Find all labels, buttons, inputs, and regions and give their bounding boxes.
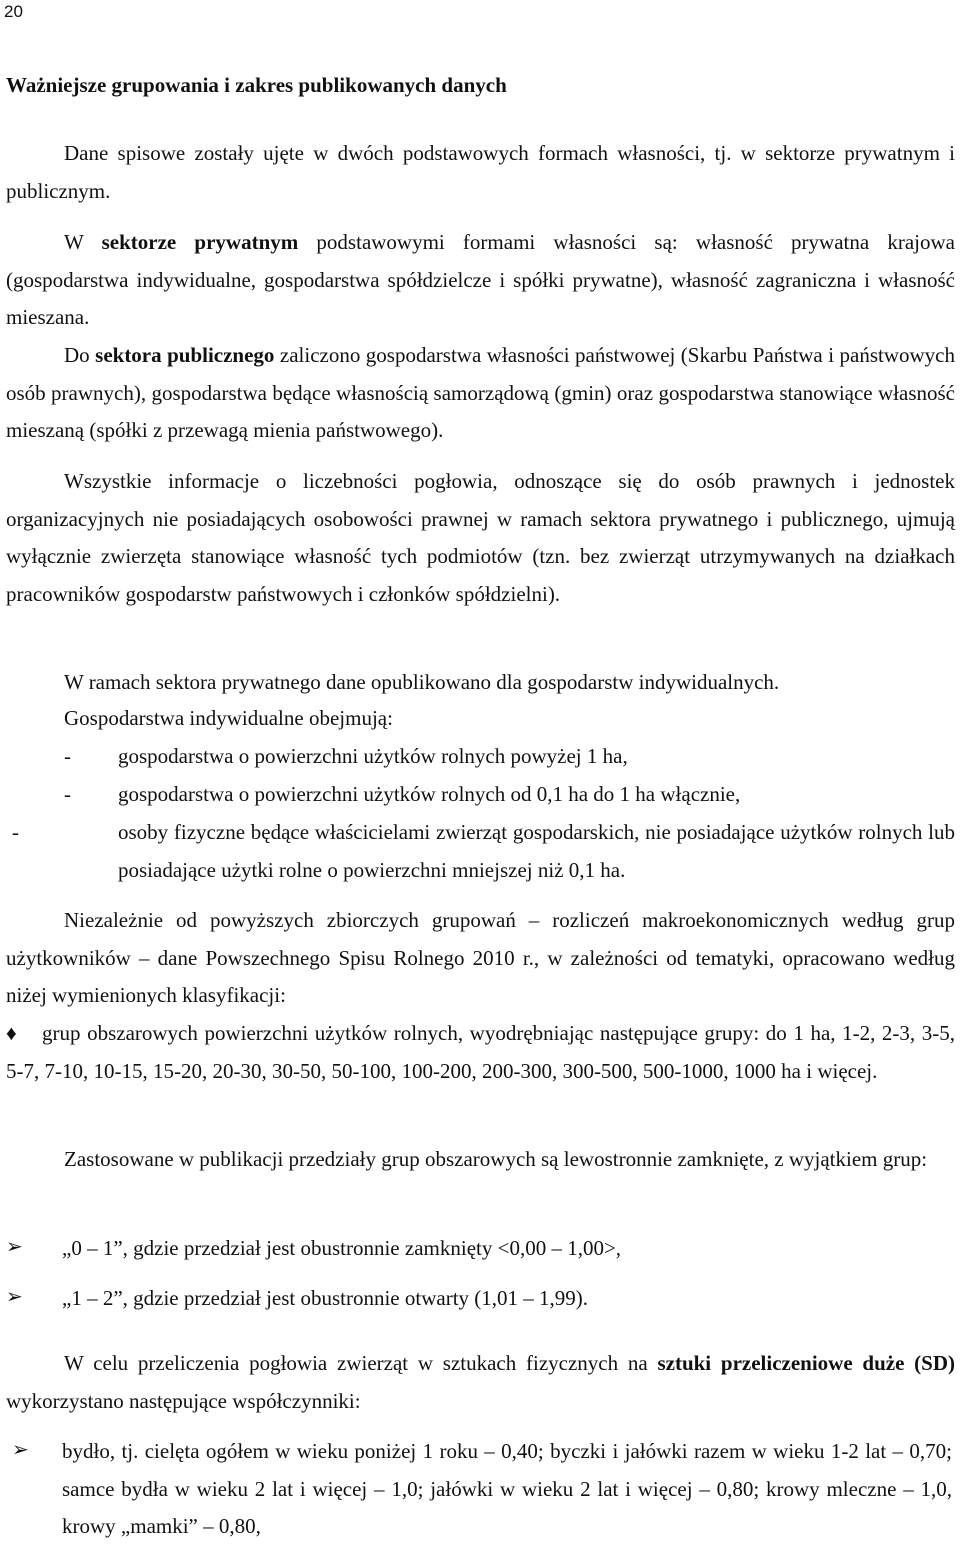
term-livestock-units: sztuki przeliczeniowe duże (SD): [657, 1351, 955, 1375]
paragraph-interval-groups: Zastosowane w publikacji przedziały grup obszarowych są lewostronnie zamknięte, z wyjątkiem grup:: [64, 1147, 928, 1171]
arrow-bullet-icon: ➢: [6, 1286, 23, 1308]
term-public-sector: sektora publicznego: [95, 343, 275, 367]
term-private-sector: sektorze prywatnym: [101, 230, 299, 254]
paragraph-classifications: Niezależnie od powyższych zbiorczych grupowań – rozliczeń makroekonomicznych według grup użytkowników – dane Powszechnego Spisu Rolnego 2010 r., w zależności od tematyki, opracowano według niżej wymienionych klasyfikacji:: [6, 908, 955, 1008]
paragraph-public-sector: Do sektora publicznego zaliczono gospodarstwa własności państwowej (Skarbu Państwa i państwowych osób prawnych), gospodarstwa będące własnością samorządową (gmin) oraz gospodarstwa stanowiące własność mieszaną (spółki z przewagą mienia państwowego).: [6, 343, 955, 443]
list-item-area-groups: ♦ grup obszarowych powierzchni użytków rolnych, wyodrębniając następujące grupy: do 1 ha, 1-2, 2-3, 3-5, 5-7, 7-10, 10-15, 15-20, 20-30, 30-50, 50-100, 100-200, 200-300, 300-500, 500-1000, 1000 ha i więcej.: [6, 1015, 955, 1090]
list-item: „1 – 2”, gdzie przedział jest obustronnie otwarty (1,01 – 1,99).: [62, 1286, 589, 1310]
paragraph-individual-farms: W ramach sektora prywatnego dane opublikowano dla gospodarstw indywidualnych.: [64, 670, 780, 694]
list-item: - osoby fizyczne będące właścicielami zwierząt gospodarskich, nie posiadające użytków rolnych lub posiadające użytki rolne o powierzchni mniejszej niż 0,1 ha.: [12, 820, 955, 882]
diamond-bullet-icon: ♦: [6, 1021, 17, 1045]
paragraph-forms-of-ownership: Dane spisowe zostały ujęte w dwóch podstawowych formach własności, tj. w sektorze prywatnym i publicznym.: [6, 141, 955, 203]
arrow-bullet-icon: ➢: [12, 1439, 29, 1461]
paragraph-individual-farms-include: Gospodarstwa indywidualne obejmują:: [64, 706, 393, 730]
list-item: „0 – 1”, gdzie przedział jest obustronnie zamknięty <0,00 – 1,00>,: [62, 1236, 622, 1260]
document-page: 20 Ważniejsze grupowania i zakres publikowanych danych Dane spisowe zostały ujęte w dwóch podstawowych formach własności, tj. w sektorze prywatnym i publicznym. W sektorze prywatnym podstawowymi formami własności są: własność prywatna krajowa (gospodarstwa indywidualne, gospodarstwa spółdzielcze i spółki prywatne), własność zagraniczna i własność mieszana. Do sektora publicznego zaliczono gospodarstwa własności państwowej (Skarbu Państwa i państwowych osób prawnych), gospodarstwa będące własnością samorządową (gmin) oraz gospodarstwa stanowiące własność mieszaną (spółki z przewagą mienia państwowego). Wszystkie informacje o liczebności pogłowia, odnoszące się do osób prawnych i jednostek organizacyjnych nie posiadających osobowości prawnej w ramach sektora prywatnego i publicznego, ujmują wyłącznie zwierzęta stanowiące własność tych podmiotów (tzn. bez zwierząt utrzymywanych na działkach pracowników gospodarstw państwowych i członków spółdzielni). W ramach sektora prywatnego dane opublikowano dla gospodarstw indywidualnych. Gospodarstwa indywidualne obejmują: - gospodarstwa o powierzchni użytków rolnych powyżej 1 ha, - gospodarstwa o powierzchni użytków rolnych od 0,1 ha do 1 ha włącznie, - osoby fizyczne będące właścicielami zwierząt gospodarskich, nie posiadające użytków rolnych lub posiadające użytki rolne o powierzchni mniejszej niż 0,1 ha. Niezależnie od powyższych zbiorczych grupowań – rozliczeń makroekonomicznych według grup użytkowników – dane Powszechnego Spisu Rolnego 2010 r., w zależności od tematyki, opracowano według niżej wymienionych klasyfikacji: ♦ grup obszarowych powierzchni użytków rolnych, wyodrębniając następujące grupy: do 1 ha, 1-2, 2-3, 3-5, 5-7, 7-10, 10-15, 15-20, 20-30, 30-50, 50-100, 100-200, 200-300, 300-500, 500-1000, 1000 ha i więcej. Zastosowane w publikacji przedziały grup obszarowych są lewostronnie zamknięte, z wyjątkiem grup: ➢ „0 – 1”, gdzie przedział jest obustronnie zamknięty <0,00 – 1,00>, ➢ „1 – 2”, gdzie przedział jest obustronnie otwarty (1,01 – 1,99). W celu przeliczenia pogłowia zwierząt w sztukach fizycznych na sztuki przeliczeniowe duże (SD) wykorzystano następujące współczynniki: ➢ bydło, tj. cielęta ogółem w wieku poniżej 1 roku – 0,40; byczki i jałówki razem w wieku 1-2 lat – 0,70; samce bydła w wieku 2 lat i więcej – 1,0; jałówki w wieku 2 lat i więcej – 0,80; krowy mleczne – 1,0, krowy „mamki” – 0,80,: [0, 0, 960, 1541]
page-number: 20: [4, 2, 23, 21]
list-item-cattle-coefficients: bydło, tj. cielęta ogółem w wieku poniżej 1 roku – 0,40; byczki i jałówki razem w wieku 1-2 lat – 0,70; samce bydła w wieku 2 lat i więcej – 1,0; jałówki w wieku 2 lat i więcej – 0,80; krowy mleczne – 1,0, krowy „mamki” – 0,80,: [62, 1439, 952, 1539]
paragraph-legal-entities: Wszystkie informacje o liczebności pogłowia, odnoszące się do osób prawnych i jednostek organizacyjnych nie posiadających osobowości prawnej w ramach sektora prywatnego i publicznego, ujmują wyłącznie zwierzęta stanowiące własność tych podmiotów (tzn. bez zwierząt utrzymywanych na działkach pracowników gospodarstw państwowych i członków spółdzielni).: [6, 469, 955, 606]
paragraph-private-sector: W sektorze prywatnym podstawowymi formami własności są: własność prywatna krajowa (gospodarstwa indywidualne, gospodarstwa spółdzielcze i spółki prywatne), własność zagraniczna i własność mieszana.: [6, 230, 955, 330]
section-heading: Ważniejsze grupowania i zakres publikowanych danych: [6, 73, 507, 97]
arrow-bullet-icon: ➢: [6, 1236, 23, 1258]
paragraph-livestock-units: W celu przeliczenia pogłowia zwierząt w sztukach fizycznych na sztuki przeliczeniowe duże (SD) wykorzystano następujące współczynniki:: [6, 1351, 955, 1413]
